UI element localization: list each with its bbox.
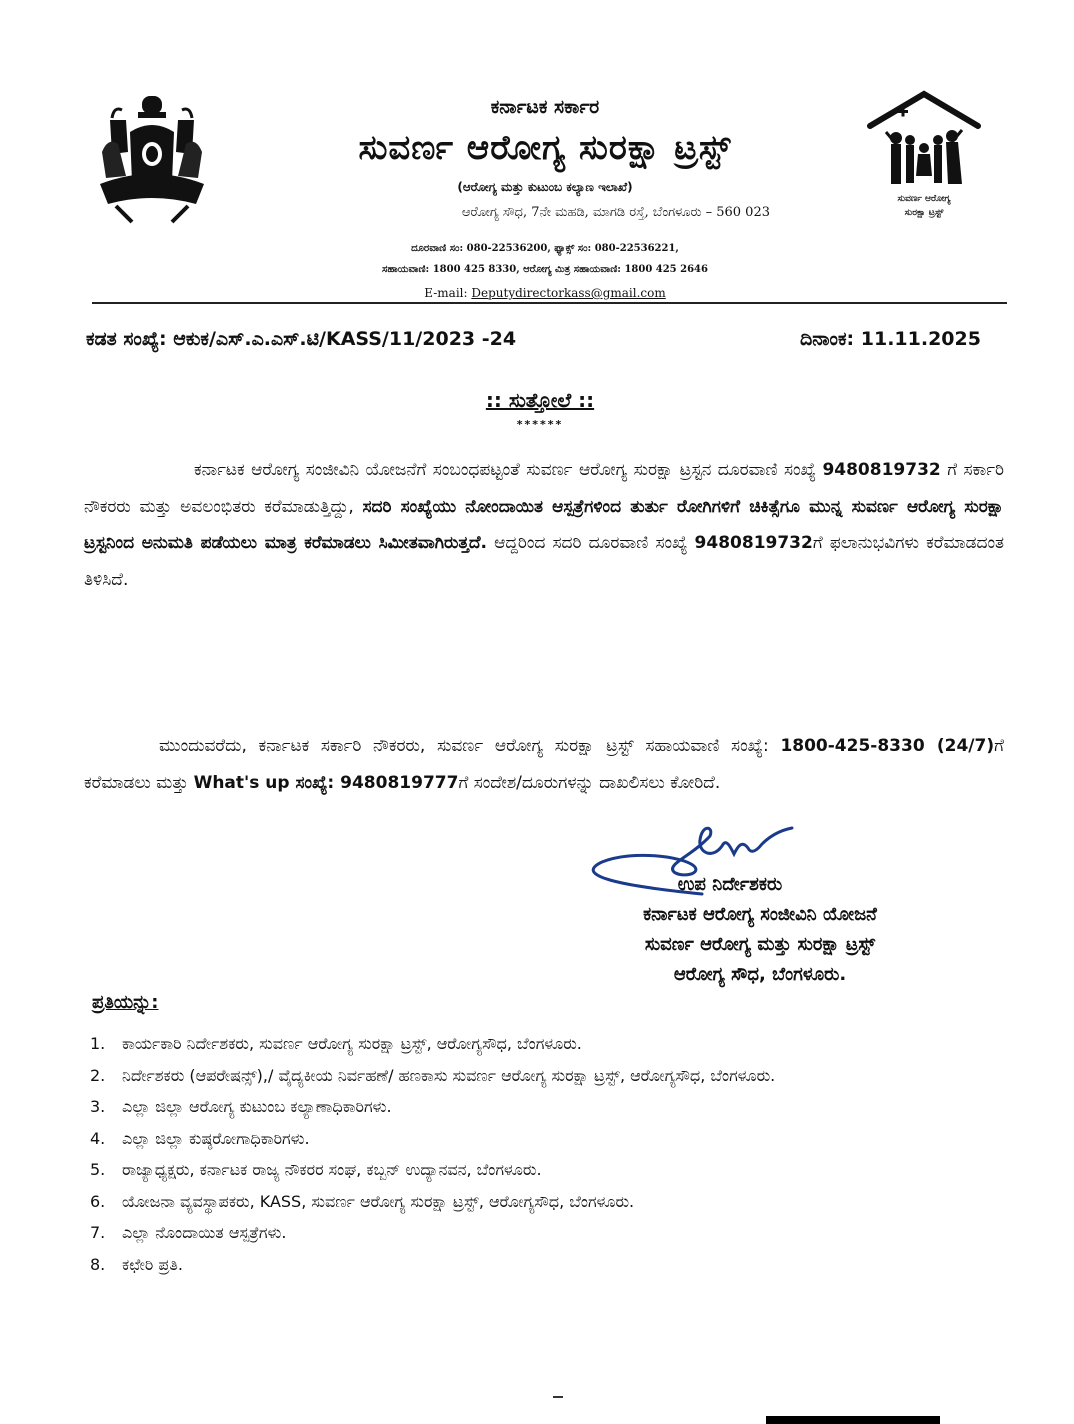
letter-date bbox=[800, 328, 981, 350]
p2-text-2: ಗೆ ಕರೆಮಾಡಲು ಮತ್ತು bbox=[84, 736, 1004, 793]
copy-item-text: ಎಲ್ಲಾ ಜಿಲ್ಲಾ ಕುಷ್ಠರೋಗಾಧಿಕಾರಿಗಳು. bbox=[122, 1128, 310, 1148]
government-title: ಕರ್ನಾಟಕ ಸರ್ಕಾರ bbox=[490, 96, 600, 118]
body-paragraph-2 bbox=[84, 728, 1004, 801]
copy-item-number: 2. bbox=[90, 1065, 106, 1085]
p2-text-1: ಮುಂದುವರೆದು, ಕರ್ನಾಟಕ ಸರ್ಕಾರಿ ನೌಕರರು, ಸುವರ್ಣ ಆರೋಗ್ಯ ಸುರಕ್ಷಾ ಟ್ರಸ್ಟ್ ಸಹಾಯವಾಣಿ ಸಂಖ್ಯೆ: bbox=[159, 736, 781, 756]
p2-whatsapp: What's up ಸಂಖ್ಯೆ: 9480819777 bbox=[193, 772, 459, 793]
copy-to-item bbox=[90, 1154, 1020, 1186]
header-divider bbox=[92, 302, 1007, 304]
office-address: ಆರೋಗ್ಯ ಸೌಧ, 7ನೇ ಮಹಡಿ, ಮಾಗಡಿ ರಸ್ತೆ, ಬೆಂಗಳೂರು – 560 023 bbox=[461, 205, 770, 220]
copy-to-item bbox=[90, 1123, 1020, 1155]
copy-to-title: ಪ್ರತಿಯನ್ನು: bbox=[92, 992, 159, 1013]
copy-item-number: 3. bbox=[90, 1097, 106, 1116]
date-value: 11.11.2025 bbox=[860, 328, 981, 350]
department-name: (ಆರೋಗ್ಯ ಮತ್ತು ಕುಟುಂಬ ಕಲ್ಯಾಣ ಇಲಾಖೆ) bbox=[457, 180, 633, 194]
logo-text-line2: ಸುರಕ್ಷಾ ಟ್ರಸ್ಟ್ bbox=[904, 208, 944, 218]
copy-item-text: ನಿರ್ದೇಶಕರು (ಆಪರೇಷನ್ಸ್),/ ವೈದ್ಯಕೀಯ ನಿರ್ವಹಣೆ/ ಹಣಕಾಸು ಸುವರ್ಣ ಆರೋಗ್ಯ ಸುರಕ್ಷಾ ಟ್ರಸ್ಟ್, ಆರೋಗ್ಯಸೌಧ, ಬೆಂಗಳೂರು. bbox=[122, 1065, 776, 1085]
karnataka-emblem-icon bbox=[92, 92, 212, 232]
family-house-icon bbox=[866, 90, 982, 190]
trust-logo bbox=[866, 90, 982, 230]
p1-bold-statement: ಸದರಿ ಸಂಖ್ಯೆಯು ನೋಂದಾಯಿತ ಆಸ್ಪತ್ರೆಗಳಿಂದ ತುರ್ತು ರೋಗಿಗಳಿಗೆ ಚಿಕಿತ್ಸೆಗೂ ಮುನ್ನ ಸುವರ್ಣ ಆರೋಗ್ಯ ಸುರಕ್ಷಾ ಟ್ರಸ್ಟನಿಂದ ಅನುಮತಿ ಪಡೆಯಲು ಮಾತ್ರ ಕರೆಮಾಡಲು ಸಿಮೀತವಾಗಿರುತ್ತದೆ. bbox=[84, 496, 1004, 553]
copy-to-item bbox=[90, 1249, 1020, 1281]
p1-phone-1: 9480819732 bbox=[822, 460, 941, 480]
copy-item-text: ಕಾರ್ಯಕಾರಿ ನಿರ್ದೇಶಕರು, ಸುವರ್ಣ ಆರೋಗ್ಯ ಸುರಕ್ಷಾ ಟ್ರಸ್ಟ್, ಆರೋಗ್ಯಸೌಧ, ಬೆಂಗಳೂರು. bbox=[122, 1034, 582, 1053]
copy-item-number: 5. bbox=[90, 1160, 106, 1179]
file-reference-number: ಆಕುಕ/ಎಸ್.ಎ.ಎಸ್.ಟಿ/KASS/11/2023 -24 bbox=[173, 328, 517, 350]
logo-text-line1: ಸುವರ್ಣ ಆರೋಗ್ಯ bbox=[897, 194, 951, 204]
copy-to-item bbox=[90, 1060, 1020, 1092]
signatory-place: ಆರೋಗ್ಯ ಸೌಧ, ಬೆಂಗಳೂರು. bbox=[673, 964, 847, 985]
title-stars: ****** bbox=[516, 418, 564, 431]
handwritten-signature bbox=[582, 816, 822, 916]
p1-text-2: ಗೆ ಸರ್ಕಾರಿ ನೌಕರರು ಮತ್ತು ಅವಲಂಭಿತರು ಕರೆಮಾಡುತ್ತಿದ್ದು, bbox=[84, 460, 1004, 517]
scan-artifact-mark bbox=[553, 1396, 563, 1398]
trust-name: ಸುವರ್ಣ ಆರೋಗ್ಯ ಸುರಕ್ಷಾ ಟ್ರಸ್ಟ್ bbox=[358, 128, 732, 168]
body-paragraph-1 bbox=[84, 452, 1004, 598]
p2-text-3: ಗೆ ಸಂದೇಶ/ದೂರುಗಳನ್ನು ದಾಖಲಿಸಲು ಕೋರಿದೆ. bbox=[458, 772, 721, 793]
p1-text-1: ಕರ್ನಾಟಕ ಆರೋಗ್ಯ ಸಂಜೀವಿನಿ ಯೋಜನೆಗೆ ಸಂಬಂಧಪಟ್ಟಂತೆ ಸುವರ್ಣ ಆರೋಗ್ಯ ಸುರಕ್ಷಾ ಟ್ರಸ್ಟನ ದೂರವಾಣಿ ಸಂಖ್ಯೆ bbox=[194, 460, 823, 480]
copy-item-number: 6. bbox=[90, 1191, 106, 1211]
phone-fax-line: ದೂರವಾಣಿ ಸಂ: 080-22536200, ಫ್ಯಾಕ್ಸ್ ಸಂ: 080-22536221, bbox=[411, 243, 679, 254]
copy-to-item bbox=[90, 1186, 1020, 1218]
copy-to-item bbox=[90, 1217, 1020, 1249]
copy-item-text: ರಾಜ್ಯಾಧ್ಯಕ್ಷರು, ಕರ್ನಾಟಕ ರಾಜ್ಯ ನೌಕರರ ಸಂಘ, ಕಬ್ಬನ್ ಉದ್ಯಾನವನ, ಬೆಂಗಳೂರು. bbox=[122, 1160, 542, 1179]
email-label: E-mail: bbox=[424, 286, 468, 300]
copy-item-number: 8. bbox=[90, 1254, 106, 1274]
circular-title: :: ಸುತ್ತೋಲೆ :: bbox=[485, 388, 595, 412]
file-reference-label: ಕಡತ ಸಂಖ್ಯೆ: bbox=[86, 328, 167, 350]
p1-phone-2: 9480819732 bbox=[694, 533, 813, 553]
copy-item-text: ಕಛೇರಿ ಪ್ರತಿ. bbox=[122, 1254, 183, 1274]
p1-text-3: ಆದ್ದರಿಂದ ಸದರಿ ದೂರವಾಣಿ ಸಂಖ್ಯೆ bbox=[486, 533, 695, 553]
email-line bbox=[250, 286, 840, 300]
copy-item-text: ಎಲ್ಲಾ ನೊಂದಾಯಿತ ಆಸ್ಪತ್ರೆಗಳು. bbox=[122, 1223, 287, 1242]
copy-to-list bbox=[90, 1028, 1020, 1280]
scan-artifact-bar bbox=[766, 1416, 940, 1424]
file-reference bbox=[86, 328, 516, 350]
copy-item-number: 7. bbox=[90, 1223, 106, 1242]
signatory-trust: ಸುವರ್ಣ ಆರೋಗ್ಯ ಮತ್ತು ಸುರಕ್ಷಾ ಟ್ರಸ್ಟ್ bbox=[644, 934, 876, 955]
email-link[interactable]: Deputydirectorkass@gmail.com bbox=[471, 286, 666, 300]
helpline-line: ಸಹಾಯವಾಣಿ: 1800 425 8330, ಆರೋಗ್ಯ ಮಿತ್ರ ಸಹಾಯವಾಣಿ: 1800 425 2646 bbox=[382, 264, 708, 275]
copy-item-text: ಎಲ್ಲಾ ಜಿಲ್ಲಾ ಆರೋಗ್ಯ ಕುಟುಂಬ ಕಲ್ಯಾಣಾಧಿಕಾರಿಗಳು. bbox=[122, 1097, 392, 1116]
date-label: ದಿನಾಂಕ: bbox=[800, 328, 855, 350]
copy-to-item bbox=[90, 1091, 1020, 1123]
copy-to-item bbox=[90, 1028, 1020, 1060]
p1-text-4: ಗೆ ಫಲಾನುಭವಿಗಳು ಕರೆಮಾಡದಂತ ತಿಳಿಸಿದೆ. bbox=[84, 533, 1004, 590]
copy-item-number: 1. bbox=[90, 1034, 106, 1053]
signatory-designation: ಉಪ ನಿರ್ದೇಶಕರು bbox=[677, 874, 783, 895]
copy-item-text: ಯೋಜನಾ ವ್ಯವಸ್ಥಾಪಕರು, KASS, ಸುವರ್ಣ ಆರೋಗ್ಯ ಸುರಕ್ಷಾ ಟ್ರಸ್ಟ್, ಆರೋಗ್ಯಸೌಧ, ಬೆಂಗಳೂರು. bbox=[122, 1191, 635, 1211]
p2-helpline: 1800-425-8330 (24/7) bbox=[780, 736, 995, 756]
signatory-scheme: ಕರ್ನಾಟಕ ಆರೋಗ್ಯ ಸಂಜೀವಿನಿ ಯೋಜನೆ bbox=[643, 904, 877, 925]
copy-item-number: 4. bbox=[90, 1128, 106, 1148]
